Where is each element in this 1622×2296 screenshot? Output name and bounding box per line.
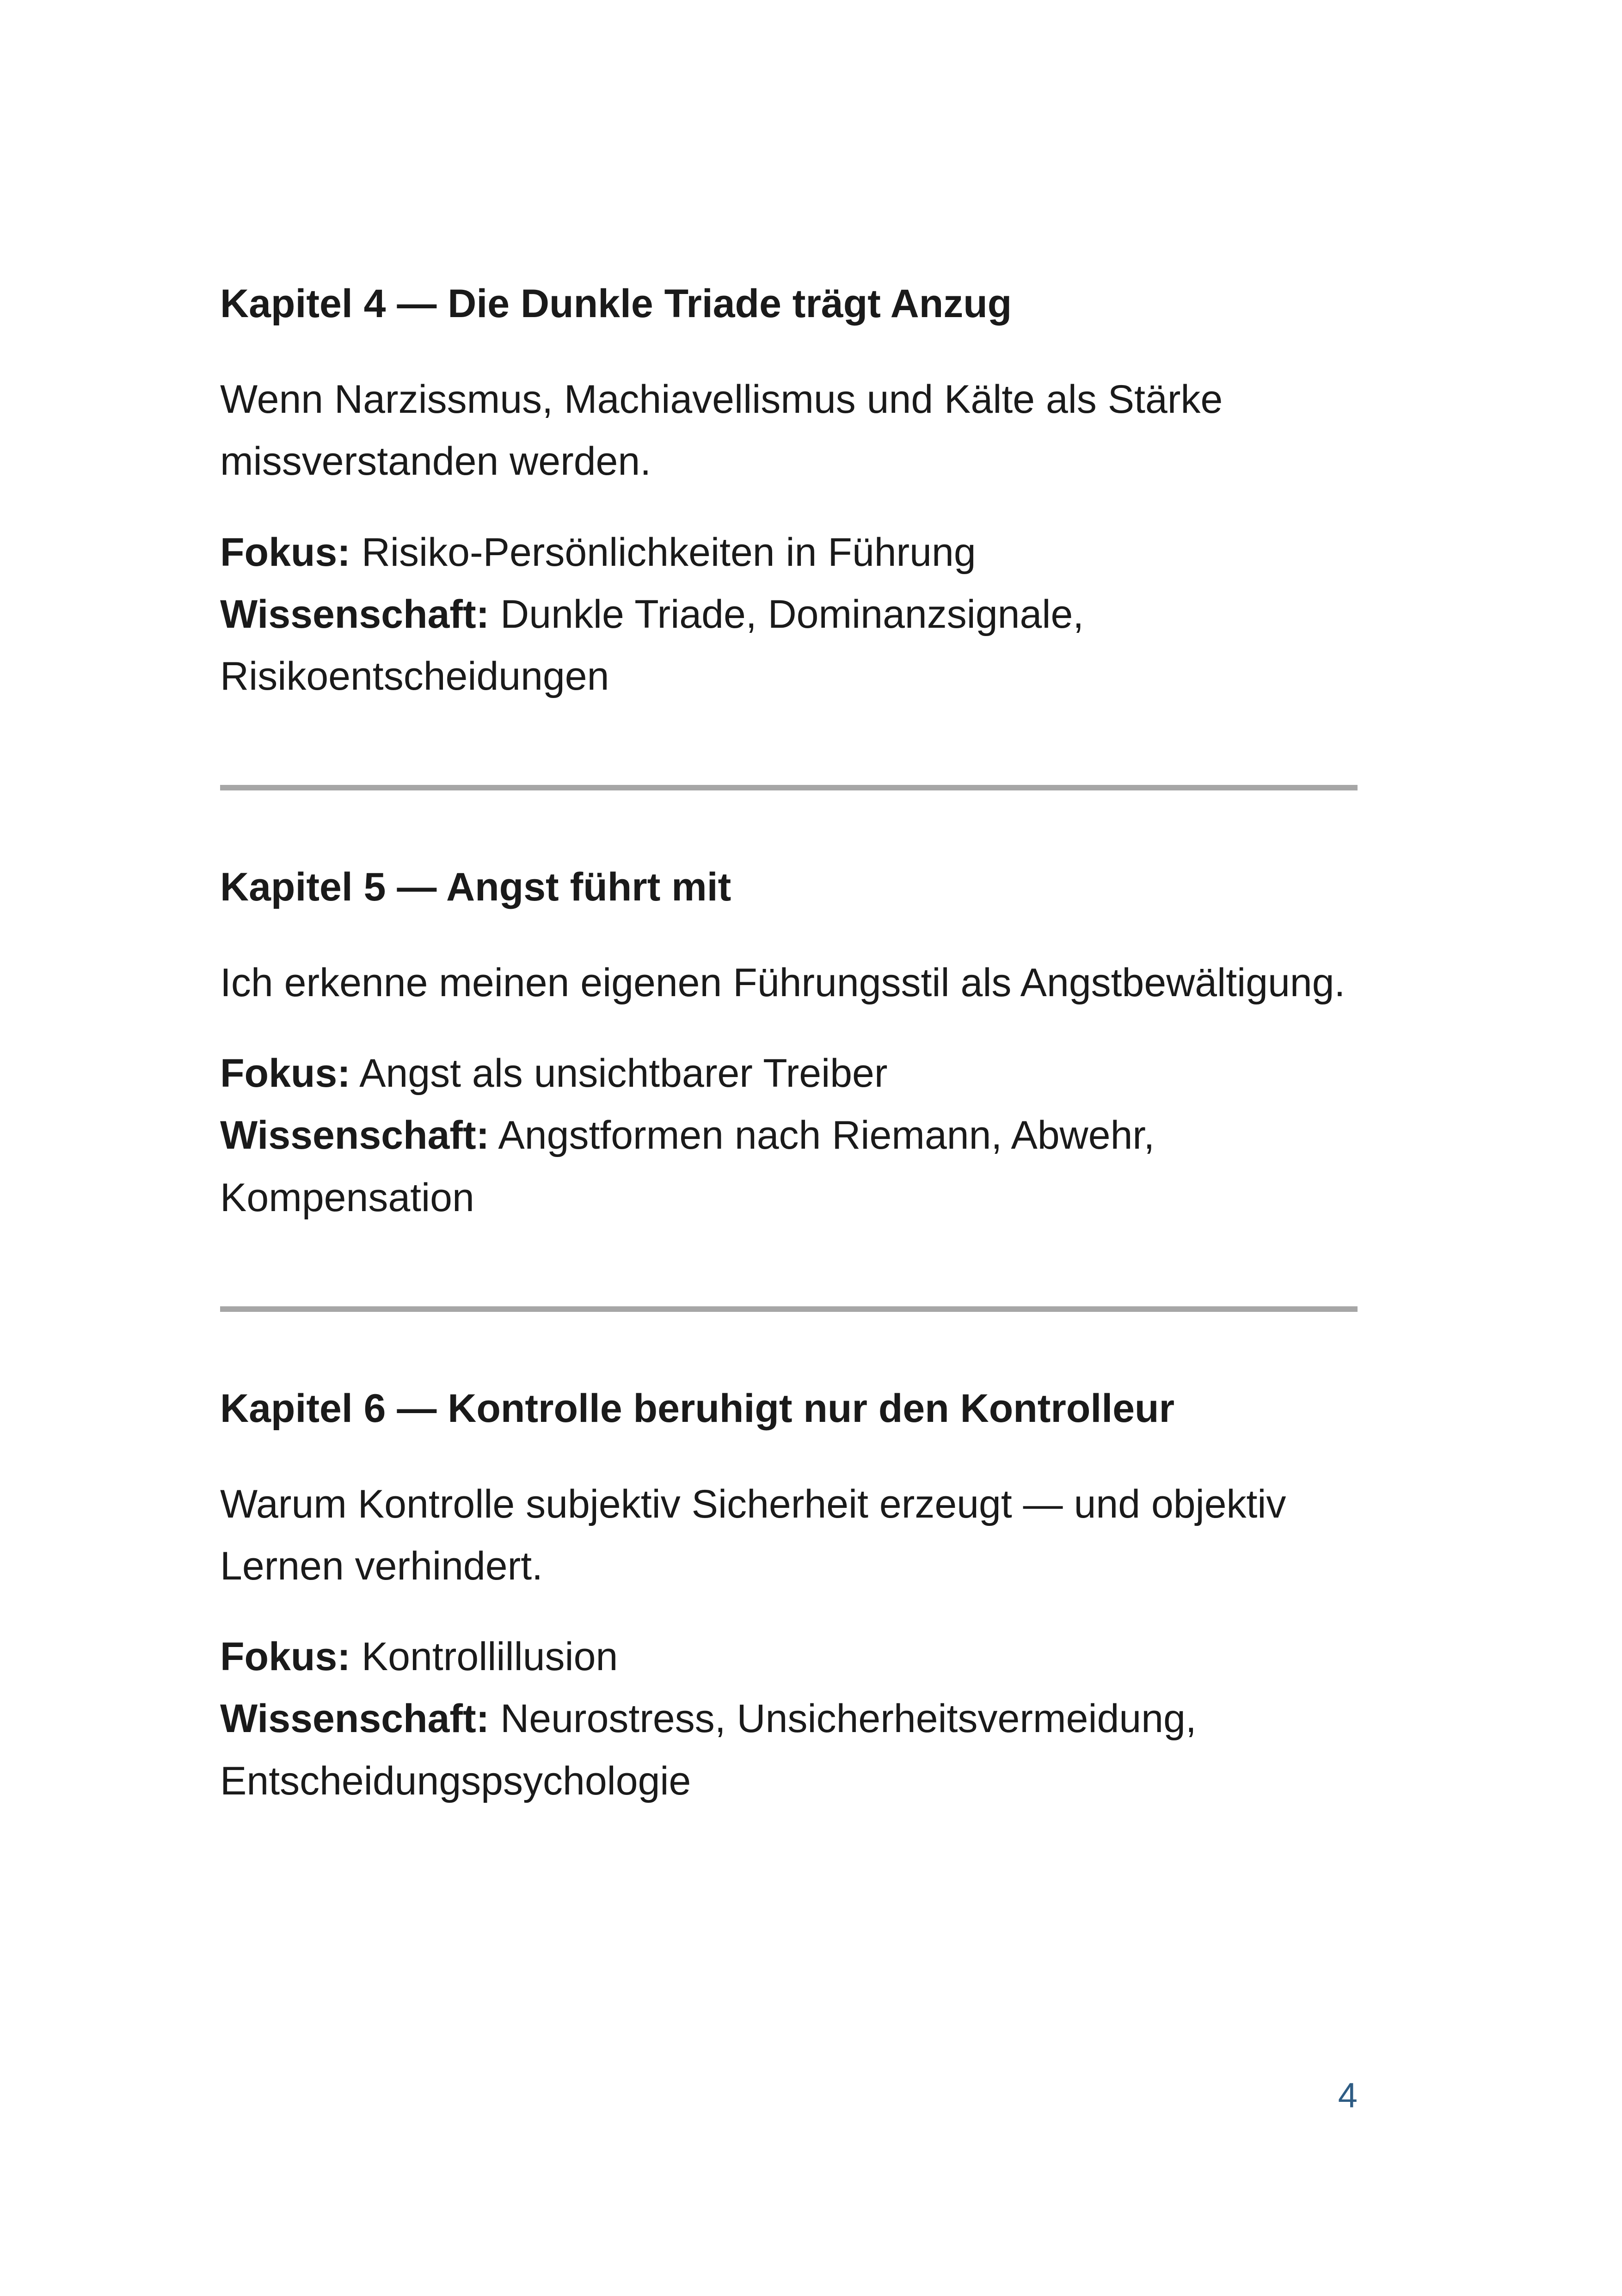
science-label: Wissenschaft: — [220, 592, 490, 637]
focus-line — [220, 521, 1358, 583]
science-line — [220, 583, 1358, 707]
chapter-meta — [220, 521, 1358, 707]
focus-value: Risiko-Persönlichkeiten in Führung — [361, 530, 976, 575]
focus-label: Fokus: — [220, 1051, 350, 1096]
chapter-4 — [220, 280, 1358, 707]
science-value: Neurostress, Unsicherheitsvermeidung, Entscheidungspsychologie — [220, 1696, 1197, 1803]
page-number: 4 — [1338, 2076, 1358, 2115]
focus-label: Fokus: — [220, 1635, 350, 1679]
page-content — [220, 280, 1358, 1812]
chapter-summary: Wenn Narzissmus, Machiavellismus und Kälte als Stärke missverstanden werden. — [220, 377, 1223, 484]
science-line — [220, 1104, 1358, 1228]
science-value: Angstformen nach Riemann, Abwehr, Kompensation — [220, 1113, 1155, 1220]
section-divider — [220, 785, 1358, 790]
section-divider — [220, 1306, 1358, 1312]
chapter-title: Kapitel 6 — Kontrolle beruhigt nur den Kontrolleur — [220, 1386, 1175, 1431]
science-label: Wissenschaft: — [220, 1696, 490, 1741]
chapter-summary: Warum Kontrolle subjektiv Sicherheit erzeugt — und objektiv Lernen verhindert. — [220, 1482, 1286, 1589]
science-value: Dunkle Triade, Dominanzsignale, Risikoentscheidungen — [220, 592, 1084, 698]
focus-value: Angst als unsichtbarer Treiber — [359, 1051, 888, 1096]
science-label: Wissenschaft: — [220, 1113, 490, 1158]
chapter-meta — [220, 1626, 1358, 1812]
focus-value: Kontrollillusion — [361, 1635, 618, 1679]
chapter-meta — [220, 1042, 1358, 1228]
chapter-6 — [220, 1385, 1358, 1812]
chapter-5 — [220, 863, 1358, 1229]
focus-line — [220, 1042, 1358, 1104]
chapter-summary: Ich erkenne meinen eigenen Führungsstil als Angstbewältigung. — [220, 961, 1346, 1005]
focus-label: Fokus: — [220, 530, 350, 575]
focus-line — [220, 1626, 1358, 1688]
chapter-title: Kapitel 4 — Die Dunkle Triade trägt Anzug — [220, 282, 1012, 326]
chapter-title: Kapitel 5 — Angst führt mit — [220, 864, 731, 909]
science-line — [220, 1688, 1358, 1812]
